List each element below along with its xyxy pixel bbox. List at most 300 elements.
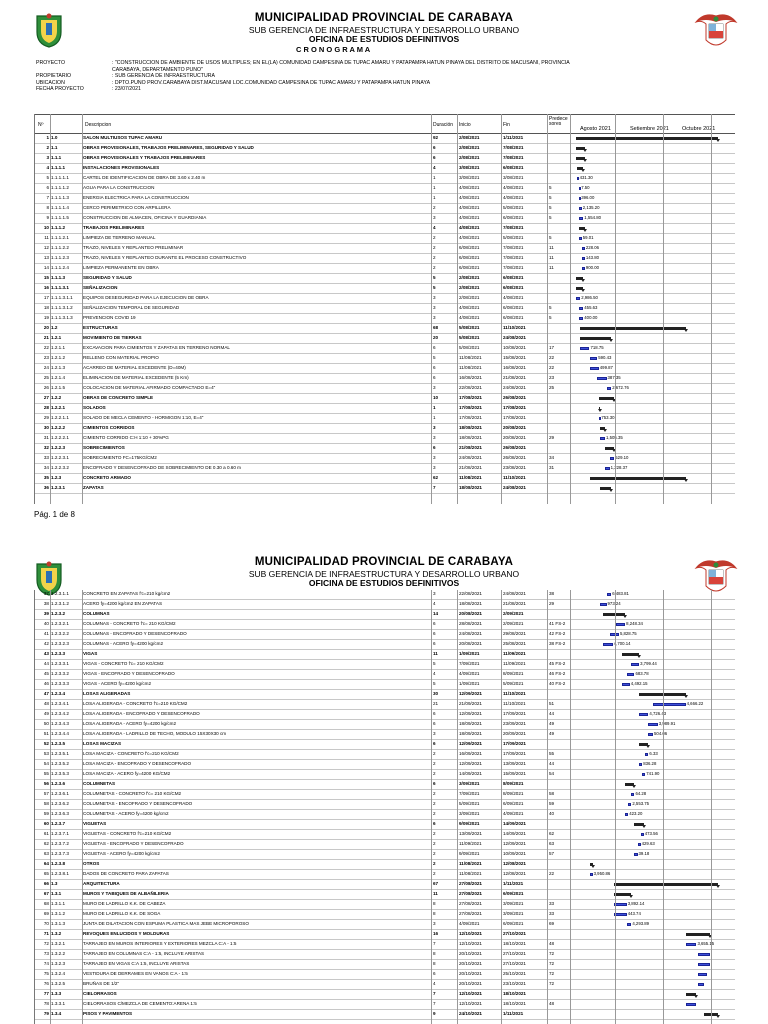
row-code: 1.2.3.2.2 bbox=[51, 631, 69, 636]
row-description: CONSTRUCCION DE ALMACEN, OFICINA Y GUARDIANIA bbox=[83, 215, 207, 220]
gantt-summary-bar bbox=[579, 227, 585, 230]
row-duration: 3 bbox=[433, 465, 436, 470]
col-header-start: Inicio bbox=[459, 122, 471, 128]
row-code: 1.2.3.1.2 bbox=[51, 601, 69, 606]
column-divider bbox=[711, 590, 712, 1024]
row-number: 67 bbox=[43, 891, 49, 896]
row-number: 60 bbox=[43, 821, 49, 826]
row-number: 68 bbox=[43, 901, 49, 906]
gantt-cost-label: 3,655.15 bbox=[697, 941, 715, 946]
gantt-cost-label: 1,554.80 bbox=[584, 215, 602, 220]
column-divider bbox=[615, 590, 616, 1024]
row-end: 1/11/2021 bbox=[503, 881, 524, 886]
column-divider bbox=[570, 114, 571, 504]
gantt-task-bar bbox=[639, 713, 648, 716]
row-duration: 21 bbox=[433, 701, 439, 706]
row-start: 18/09/2021 bbox=[459, 731, 482, 736]
row-code: 1.2.3.7.2 bbox=[51, 841, 69, 846]
row-predecessors: 44 bbox=[549, 711, 555, 716]
gantt-cost-label: 39.18 bbox=[638, 851, 650, 856]
row-start: 2/08/2021 bbox=[459, 275, 480, 280]
gantt-cost-label: 5,828.75 bbox=[619, 631, 637, 636]
row-start: 5/08/2021 bbox=[459, 325, 480, 330]
row-end: 12/08/2021 bbox=[503, 871, 526, 876]
gantt-task-bar bbox=[582, 247, 585, 250]
row-code: 1.3.1.2 bbox=[51, 911, 66, 916]
gantt-cost-label: 590.43 bbox=[598, 355, 612, 360]
gantt-cost-label: 1,228.37 bbox=[610, 465, 628, 470]
column-divider bbox=[50, 590, 51, 1024]
gantt-cost-label: 387.35 bbox=[607, 375, 621, 380]
gantt-cost-label: 59.01 bbox=[582, 235, 594, 240]
row-start: 2/08/2021 bbox=[459, 145, 480, 150]
row-description: LOSA ALIGERADA - CONCRETO f'c=210 KG/CM2 bbox=[83, 701, 188, 706]
gantt-cost-label: 1,505.35 bbox=[606, 435, 623, 440]
gantt-summary-bar bbox=[590, 863, 593, 866]
row-start: 2/08/2021 bbox=[459, 295, 480, 300]
row-predecessors: 5 bbox=[549, 195, 552, 200]
row-description: COLOCACION DE MATERIAL AFIRMADO COMPACTADO E=4" bbox=[83, 385, 216, 390]
row-code: 1.2.3 bbox=[51, 475, 62, 480]
row-number: 70 bbox=[43, 921, 49, 926]
row-number: 76 bbox=[43, 981, 49, 986]
row-predecessors: 33 bbox=[549, 911, 555, 916]
row-description: PISOS Y PAVIMENTOS bbox=[83, 1011, 133, 1016]
gantt-summary-bar bbox=[600, 487, 611, 490]
row-description: LOSA MACIZA - CONCRETO f'c=210 KG/CM2 bbox=[83, 751, 179, 756]
row-number: 77 bbox=[43, 991, 49, 996]
row-predecessors: 11 bbox=[549, 255, 554, 260]
gantt-cost-label: 3,799.44 bbox=[640, 661, 657, 666]
row-code: 1.2.3.6 bbox=[51, 781, 66, 786]
row-end: 6/09/2021 bbox=[503, 921, 524, 926]
row-end: 2/09/2021 bbox=[503, 611, 524, 616]
gantt-task-bar bbox=[607, 593, 612, 596]
row-duration: 2 bbox=[433, 791, 436, 796]
row-start: 4/08/2021 bbox=[459, 195, 480, 200]
row-start: 24/10/2021 bbox=[459, 1011, 482, 1016]
row-end: 4/08/2021 bbox=[503, 185, 524, 190]
row-code: 1.2.3.2.3 bbox=[51, 641, 69, 646]
row-duration: 3 bbox=[433, 295, 436, 300]
row-number: 62 bbox=[43, 841, 49, 846]
row-start: 6/08/2021 bbox=[459, 265, 480, 270]
row-code: 1.2.2.1.1 bbox=[51, 415, 69, 420]
row-start: 27/08/2021 bbox=[459, 881, 482, 886]
row-start: 3/08/2021 bbox=[459, 175, 480, 180]
column-divider bbox=[50, 114, 51, 504]
row-number: 43 bbox=[43, 651, 49, 656]
row-predecessors: 51 bbox=[549, 701, 555, 706]
row-description: TRAZO, NIVELES Y REPLANTEO DURANTE EL PROCESO CONSTRUCTIVO bbox=[83, 255, 247, 260]
row-predecessors: 5 bbox=[549, 205, 552, 210]
row-code: 1.2.2.2.1 bbox=[51, 435, 69, 440]
row-code: 1.1.1.2.4 bbox=[51, 265, 69, 270]
row-end: 24/08/2021 bbox=[503, 591, 526, 596]
gantt-summary-bar bbox=[576, 147, 585, 150]
row-duration: 7 bbox=[433, 1001, 436, 1006]
row-duration: 11 bbox=[433, 651, 438, 656]
row-duration: 6 bbox=[433, 345, 436, 350]
row-end: 17/09/2021 bbox=[503, 741, 526, 746]
row-start: 16/09/2021 bbox=[459, 751, 482, 756]
row-end: 16/08/2021 bbox=[503, 365, 526, 370]
row-number: 44 bbox=[43, 661, 49, 666]
row-description: SOLADOS bbox=[83, 405, 106, 410]
row-start: 1/09/2021 bbox=[459, 651, 480, 656]
row-end: 11/09/2021 bbox=[503, 651, 526, 656]
gantt-cost-label: 499.87 bbox=[599, 365, 613, 370]
row-end: 29/08/2021 bbox=[503, 631, 526, 636]
row-number: 55 bbox=[43, 771, 49, 776]
row-description: LOSA ALIGERADA - LADRILLO DE TECHO, MODULO 15X30X30 cm bbox=[83, 731, 227, 736]
row-start: 28/08/2021 bbox=[459, 621, 482, 626]
row-code: 1.1.1.1.5 bbox=[51, 215, 69, 220]
row-duration: 6 bbox=[433, 365, 436, 370]
gantt-cost-label: 8,248.34 bbox=[626, 621, 643, 626]
page-gap bbox=[0, 504, 768, 542]
row-code: 1.3.2.5 bbox=[51, 981, 66, 986]
row-predecessors: 44 bbox=[549, 761, 555, 766]
row-start: 21/09/2021 bbox=[459, 701, 482, 706]
row-end: 7/08/2021 bbox=[503, 225, 524, 230]
row-predecessors: 22 bbox=[549, 365, 555, 370]
row-number: 7 bbox=[46, 195, 49, 200]
row-code: 1.1.1 bbox=[51, 155, 62, 160]
project-info-key: UBICACION bbox=[36, 79, 65, 86]
gantt-cost-label: 753.30 bbox=[601, 415, 615, 420]
row-predecessors: 72 bbox=[549, 971, 555, 976]
row-predecessors: 17 bbox=[549, 345, 555, 350]
row-start: 17/08/2021 bbox=[459, 405, 482, 410]
row-duration: 5 bbox=[433, 355, 436, 360]
row-start: 11/08/2021 bbox=[459, 871, 482, 876]
row-duration: 8 bbox=[433, 951, 436, 956]
row-description: MURO DE LADRILLO K.K. DE CABEZA bbox=[83, 901, 166, 906]
row-code: 1.3.2.2 bbox=[51, 951, 66, 956]
gantt-task-bar bbox=[579, 217, 584, 220]
row-number: 21 bbox=[43, 335, 49, 340]
row-end: 7/08/2021 bbox=[503, 155, 524, 160]
gantt-task-bar bbox=[642, 773, 645, 776]
row-description: VIGAS - CONCRETO f'c= 210 KG/CM2 bbox=[83, 661, 164, 666]
row-start: 20/10/2021 bbox=[459, 981, 482, 986]
gantt-summary-bar bbox=[576, 287, 584, 290]
row-start: 11/09/2021 bbox=[459, 841, 482, 846]
gantt-task-bar bbox=[698, 963, 710, 966]
row-code: 1.2.3.5 bbox=[51, 741, 66, 746]
row-duration: 2 bbox=[433, 751, 436, 756]
gantt-cost-label: 741.90 bbox=[646, 771, 660, 776]
row-description: COLUMNAS - ENCOFRADO Y DESENCOFRADO bbox=[83, 631, 187, 636]
gantt-task-bar bbox=[631, 663, 639, 666]
row-number: 18 bbox=[43, 305, 49, 310]
row-duration: 3 bbox=[433, 215, 436, 220]
gantt-summary-bar bbox=[605, 447, 614, 450]
row-number: 65 bbox=[43, 871, 49, 876]
row-start: 4/09/2021 bbox=[459, 671, 480, 676]
row-end: 14/09/2021 bbox=[503, 831, 526, 836]
row-description: LOSAS MACIZAS bbox=[83, 741, 122, 746]
row-code: 1.1.1.1 bbox=[51, 165, 66, 170]
row-duration: 6 bbox=[433, 821, 436, 826]
row-end: 12/09/2021 bbox=[503, 841, 526, 846]
gantt-task-bar bbox=[579, 237, 582, 240]
row-start: 11/08/2021 bbox=[459, 355, 482, 360]
row-description: ESTRUCTURAS bbox=[83, 325, 118, 330]
row-duration: 8 bbox=[433, 961, 436, 966]
row-predecessors: 25 bbox=[549, 385, 555, 390]
gantt-task-bar bbox=[590, 357, 598, 360]
row-start: 18/09/2021 bbox=[459, 721, 482, 726]
row-end: 3/08/2021 bbox=[503, 175, 524, 180]
gantt-task-bar bbox=[698, 983, 704, 986]
row-description: PREVENCION COVID 19 bbox=[83, 315, 136, 320]
row-number: 61 bbox=[43, 831, 49, 836]
row-duration: 5 bbox=[433, 285, 436, 290]
row-number: 74 bbox=[43, 961, 49, 966]
row-start: 6/08/2021 bbox=[459, 245, 480, 250]
row-description: CIELORRASOS C/MEZCLA DE CEMENTO:ARENA 1:5 bbox=[83, 1001, 197, 1006]
row-code: 1.1.1.2.3 bbox=[51, 255, 69, 260]
row-code: 1.3.1.1 bbox=[51, 901, 66, 906]
row-code: 1.2.3.5.2 bbox=[51, 761, 69, 766]
row-duration: 3 bbox=[433, 591, 436, 596]
row-start: 20/08/2021 bbox=[459, 641, 482, 646]
row-duration: 3 bbox=[433, 315, 436, 320]
row-description: CIMIENTOS CORRIDOS bbox=[83, 425, 135, 430]
gantt-cost-label: 683.78 bbox=[635, 671, 649, 676]
row-end: 17/08/2021 bbox=[503, 405, 526, 410]
row-end: 27/10/2021 bbox=[503, 961, 526, 966]
row-end: 24/08/2021 bbox=[503, 385, 526, 390]
row-code: 1.2.3.2.1 bbox=[51, 621, 69, 626]
row-description: MUROS Y TABIQUES DE ALBAÑILERIA bbox=[83, 891, 169, 896]
row-duration: 3 bbox=[433, 455, 436, 460]
row-duration: 14 bbox=[433, 611, 439, 616]
gantt-cost-label: 718.75 bbox=[590, 345, 604, 350]
row-duration: 20 bbox=[433, 335, 439, 340]
row-predecessors: 40 FS-2 bbox=[549, 681, 566, 686]
gantt-cost-label: 6.33 bbox=[649, 751, 658, 756]
row-number: 32 bbox=[43, 445, 49, 450]
row-duration: 6 bbox=[433, 375, 436, 380]
row-start: 18/08/2021 bbox=[459, 425, 482, 430]
gantt-task-bar bbox=[590, 873, 593, 876]
row-number: 5 bbox=[46, 175, 49, 180]
row-number: 23 bbox=[43, 355, 49, 360]
row-code: 1.2.3.4.4 bbox=[51, 731, 69, 736]
row-start: 2/08/2021 bbox=[459, 135, 480, 140]
row-number: 72 bbox=[43, 941, 49, 946]
row-number: 31 bbox=[43, 435, 49, 440]
row-predecessors: 5 bbox=[549, 235, 552, 240]
row-description: COLUMNETAS - ENCOFRADO Y DESENCOFRADO bbox=[83, 801, 193, 806]
gantt-summary-bar bbox=[614, 893, 631, 896]
row-end: 4/08/2021 bbox=[503, 195, 524, 200]
row-description: MOVIMIENTO DE TIERRAS bbox=[83, 335, 142, 340]
row-start: 4/08/2021 bbox=[459, 215, 480, 220]
row-start: 11/08/2021 bbox=[459, 475, 482, 480]
row-code: 1.2.3.2 bbox=[51, 611, 66, 616]
row-predecessors: 41 FS-2 bbox=[549, 621, 566, 626]
gantt-cost-label: 4,700.14 bbox=[613, 641, 631, 646]
row-code: 1.2 bbox=[51, 325, 58, 330]
row-description: SEÑALIZACION bbox=[83, 285, 118, 290]
row-predecessors: 5 bbox=[549, 305, 552, 310]
gantt-cost-label: 2,672.76 bbox=[612, 385, 629, 390]
row-end: 11/09/2021 bbox=[503, 661, 526, 666]
row-number: 1 bbox=[46, 135, 49, 140]
row-start: 9/09/2021 bbox=[459, 851, 480, 856]
row-description: SALON MULTIUSOS TUPAC AMARU bbox=[83, 135, 163, 140]
gantt-summary-bar bbox=[622, 653, 639, 656]
row-duration: 3 bbox=[433, 435, 436, 440]
row-end: 6/09/2021 bbox=[503, 801, 524, 806]
row-number: 37 bbox=[43, 591, 49, 596]
gantt-task-bar bbox=[641, 833, 644, 836]
row-description: ENERGIA ELECTRICA PARA LA CONSTRUCCION bbox=[83, 195, 189, 200]
row-number: 53 bbox=[43, 751, 49, 756]
row-predecessors: 5 bbox=[549, 215, 552, 220]
row-code: 1.3.2.1 bbox=[51, 941, 66, 946]
row-predecessors: 72 bbox=[549, 951, 555, 956]
gantt-summary-bar bbox=[577, 167, 583, 170]
row-duration: 6 bbox=[433, 781, 436, 786]
row-description: CIMIENTO CORRIDO C:H 1:10 + 30%PG bbox=[83, 435, 169, 440]
row-predecessors: 29 bbox=[549, 601, 555, 606]
gantt-task-bar bbox=[645, 753, 648, 756]
row-code: 1.3.4 bbox=[51, 1011, 62, 1016]
row-start: 9/09/2021 bbox=[459, 821, 480, 826]
gantt-cost-label: 2,553.75 bbox=[632, 801, 650, 806]
row-end: 26/08/2021 bbox=[503, 395, 526, 400]
gantt-task-bar bbox=[627, 673, 635, 676]
gantt-task-bar bbox=[579, 207, 582, 210]
row-end: 23/08/2021 bbox=[503, 465, 526, 470]
timeline-month: Agosto 2021 bbox=[580, 126, 611, 132]
project-info-key: FECHA PROYECTO bbox=[36, 86, 84, 92]
row-start: 18/08/2021 bbox=[459, 435, 482, 440]
row-predecessors: 59 bbox=[549, 801, 555, 806]
row-duration: 2 bbox=[433, 205, 436, 210]
row-predecessors: 55 bbox=[549, 751, 555, 756]
row-end: 4/09/2021 bbox=[503, 811, 524, 816]
row-start: 12/09/2021 bbox=[459, 761, 482, 766]
row-description: LIMPIEZA PERMANENTE EN OBRA bbox=[83, 265, 159, 270]
row-number: 15 bbox=[43, 275, 49, 280]
row-start: 20/08/2021 bbox=[459, 611, 482, 616]
row-duration: 3 bbox=[433, 425, 436, 430]
row-end: 7/08/2021 bbox=[503, 265, 524, 270]
row-number: 25 bbox=[43, 375, 49, 380]
row-description: OBRAS PROVISIONALES Y TRABAJOS PRELIMINARES bbox=[83, 155, 206, 160]
row-code: 1.2.3.5.3 bbox=[51, 771, 69, 776]
row-code: 1.1.1.1.1 bbox=[51, 175, 69, 180]
row-number: 46 bbox=[43, 681, 49, 686]
row-description: REVOQUES ENLUCIDOS Y MOLDURAS bbox=[83, 931, 170, 936]
gantt-cost-label: 423.20 bbox=[629, 811, 643, 816]
row-number: 51 bbox=[43, 731, 49, 736]
gantt-task-bar bbox=[605, 467, 610, 470]
gantt-task-bar bbox=[582, 257, 585, 260]
row-number: 66 bbox=[43, 881, 49, 886]
gantt-cost-label: 64.28 bbox=[635, 791, 647, 796]
row-end: 5/08/2021 bbox=[503, 205, 524, 210]
gantt-summary-bar bbox=[600, 427, 605, 430]
row-description: INSTALACIONES PROVISIONALES bbox=[83, 165, 160, 170]
row-number: 30 bbox=[43, 425, 49, 430]
row-number: 63 bbox=[43, 851, 49, 856]
row-code: 1.3.2.3 bbox=[51, 961, 66, 966]
row-duration: 5 bbox=[433, 681, 436, 686]
row-duration: 2 bbox=[433, 841, 436, 846]
gantt-cost-label: 529.10 bbox=[615, 455, 629, 460]
row-number: 59 bbox=[43, 811, 49, 816]
row-duration: 2 bbox=[433, 801, 436, 806]
row-duration: 1 bbox=[433, 175, 436, 180]
row-predecessors: 48 bbox=[549, 1001, 555, 1006]
row-code: 1.1.1.3 bbox=[51, 275, 66, 280]
col-header-duration: Duración bbox=[433, 122, 454, 128]
gantt-task-bar bbox=[600, 603, 606, 606]
row-end: 2/09/2021 bbox=[503, 621, 524, 626]
project-info-key: PROYECTO bbox=[36, 60, 66, 66]
row-description: CIELORRASOS bbox=[83, 991, 117, 996]
row-number: 13 bbox=[43, 255, 49, 260]
row-number: 34 bbox=[43, 465, 49, 470]
row-number: 22 bbox=[43, 345, 49, 350]
row-description: CONCRETO EN ZAPATAS f'c=210 kg/cm2 bbox=[83, 591, 171, 596]
row-number: 71 bbox=[43, 931, 49, 936]
row-predecessors: 23 bbox=[549, 375, 555, 380]
row-description: VIGUETAS bbox=[83, 821, 107, 826]
gantt-cost-label: 400.00 bbox=[584, 315, 598, 320]
gantt-cost-label: 3,989.91 bbox=[658, 721, 676, 726]
row-predecessors: 46 FS-2 bbox=[549, 671, 566, 676]
row-predecessors: 69 bbox=[549, 921, 555, 926]
row-start: 21/08/2021 bbox=[459, 465, 482, 470]
gantt-task-bar bbox=[648, 723, 657, 726]
row-duration: 6 bbox=[433, 721, 436, 726]
gantt-task-bar bbox=[600, 437, 605, 440]
gantt-cost-label: 973.24 bbox=[607, 601, 621, 606]
row-start: 22/08/2021 bbox=[459, 385, 482, 390]
row-duration: 4 bbox=[433, 165, 436, 170]
column-divider bbox=[547, 114, 548, 504]
gantt-task-bar bbox=[622, 683, 630, 686]
row-predecessors: 31 bbox=[549, 465, 555, 470]
row-start: 6/08/2021 bbox=[459, 255, 480, 260]
column-divider bbox=[431, 114, 432, 504]
row-start: 4/08/2021 bbox=[459, 205, 480, 210]
row-number: 16 bbox=[43, 285, 49, 290]
row-start: 12/09/2021 bbox=[459, 691, 482, 696]
gantt-task-bar bbox=[580, 347, 589, 350]
row-code: 1.1.1.2.1 bbox=[51, 235, 69, 240]
row-end: 11/10/2021 bbox=[503, 691, 526, 696]
row-code: 1.2.1.4 bbox=[51, 375, 66, 380]
row-predecessors: 57 bbox=[549, 851, 555, 856]
row-description: CONCRETO ARMADO bbox=[83, 475, 131, 480]
row-duration: 2 bbox=[433, 771, 436, 776]
row-number: 50 bbox=[43, 721, 49, 726]
row-end: 6/08/2021 bbox=[503, 275, 524, 280]
row-duration: 10 bbox=[433, 395, 439, 400]
row-number: 45 bbox=[43, 671, 49, 676]
row-end: 17/09/2021 bbox=[503, 751, 526, 756]
gantt-summary-bar bbox=[580, 337, 611, 340]
